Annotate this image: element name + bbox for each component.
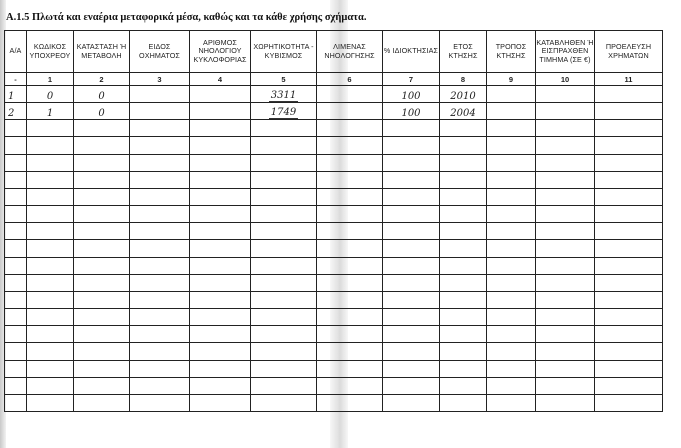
empty-table-row bbox=[5, 206, 663, 223]
cell-registry-number-redacted bbox=[190, 86, 251, 103]
cell-port bbox=[317, 86, 383, 103]
empty-cell bbox=[130, 120, 190, 137]
col-header-port: ΛΙΜΕΝΑΣ ΝΗΟΛΟΓΗΣΗΣ bbox=[317, 31, 383, 73]
empty-cell bbox=[440, 274, 487, 291]
empty-cell bbox=[536, 154, 595, 171]
empty-cell bbox=[487, 326, 536, 343]
empty-cell bbox=[536, 360, 595, 377]
empty-cell bbox=[251, 394, 317, 411]
cell-year: 2010 bbox=[440, 86, 487, 103]
empty-table-row bbox=[5, 394, 663, 411]
empty-cell bbox=[5, 188, 27, 205]
empty-cell bbox=[383, 223, 440, 240]
empty-cell bbox=[317, 240, 383, 257]
empty-cell bbox=[317, 360, 383, 377]
empty-cell bbox=[536, 394, 595, 411]
empty-cell bbox=[5, 274, 27, 291]
empty-table-row bbox=[5, 188, 663, 205]
empty-cell bbox=[27, 394, 74, 411]
empty-cell bbox=[5, 120, 27, 137]
empty-cell bbox=[487, 309, 536, 326]
empty-cell bbox=[383, 274, 440, 291]
empty-cell bbox=[27, 377, 74, 394]
empty-cell bbox=[27, 360, 74, 377]
empty-cell bbox=[251, 360, 317, 377]
cell-money-origin bbox=[595, 86, 663, 103]
empty-cell bbox=[383, 309, 440, 326]
empty-cell bbox=[595, 377, 663, 394]
empty-cell bbox=[5, 257, 27, 274]
table-row bbox=[5, 103, 663, 120]
empty-cell bbox=[440, 120, 487, 137]
empty-cell bbox=[190, 274, 251, 291]
empty-cell bbox=[383, 171, 440, 188]
empty-table-row bbox=[5, 223, 663, 240]
col-header-registry-number: ΑΡΙΘΜΟΣ ΝΗΟΛΟΓΙΟΥ ΚΥΚΛΟΦΟΡΙΑΣ bbox=[190, 31, 251, 73]
empty-cell bbox=[5, 343, 27, 360]
empty-cell bbox=[251, 223, 317, 240]
empty-cell bbox=[190, 360, 251, 377]
empty-table-row bbox=[5, 326, 663, 343]
empty-cell bbox=[595, 206, 663, 223]
empty-cell bbox=[5, 394, 27, 411]
empty-cell bbox=[130, 291, 190, 308]
empty-cell bbox=[251, 257, 317, 274]
empty-cell bbox=[383, 326, 440, 343]
empty-cell bbox=[190, 154, 251, 171]
empty-cell bbox=[383, 360, 440, 377]
empty-cell bbox=[595, 171, 663, 188]
empty-cell bbox=[383, 343, 440, 360]
empty-cell bbox=[317, 394, 383, 411]
empty-cell bbox=[74, 274, 130, 291]
empty-cell bbox=[595, 223, 663, 240]
cell-status: 0 bbox=[74, 103, 130, 120]
empty-cell bbox=[536, 120, 595, 137]
cell-price bbox=[536, 103, 595, 120]
col-number: 7 bbox=[383, 73, 440, 86]
col-number: 10 bbox=[536, 73, 595, 86]
empty-cell bbox=[440, 223, 487, 240]
table-row bbox=[5, 86, 663, 103]
col-header-price: ΚΑΤΑΒΛΗΘΕΝ Ή ΕΙΣΠΡΑΧΘΕΝ ΤΙΜΗΜΑ (ΣΕ €) bbox=[536, 31, 595, 73]
empty-cell bbox=[74, 309, 130, 326]
empty-cell bbox=[130, 188, 190, 205]
empty-cell bbox=[440, 206, 487, 223]
empty-cell bbox=[595, 326, 663, 343]
empty-cell bbox=[130, 223, 190, 240]
empty-cell bbox=[130, 326, 190, 343]
empty-cell bbox=[595, 394, 663, 411]
col-number: 11 bbox=[595, 73, 663, 86]
empty-cell bbox=[317, 120, 383, 137]
empty-cell bbox=[74, 343, 130, 360]
empty-cell bbox=[27, 120, 74, 137]
empty-cell bbox=[317, 291, 383, 308]
col-header-year: ΕΤΟΣ ΚΤΗΣΗΣ bbox=[440, 31, 487, 73]
empty-cell bbox=[74, 154, 130, 171]
vehicles-table bbox=[4, 30, 663, 412]
empty-cell bbox=[440, 257, 487, 274]
empty-cell bbox=[5, 291, 27, 308]
empty-cell bbox=[74, 206, 130, 223]
empty-cell bbox=[190, 394, 251, 411]
col-number: 3 bbox=[130, 73, 190, 86]
col-header-capacity: ΧΩΡΗΤΙΚΟΤΗΤΑ - ΚΥΒΙΣΜΟΣ bbox=[251, 31, 317, 73]
empty-cell bbox=[5, 240, 27, 257]
empty-cell bbox=[5, 206, 27, 223]
empty-cell bbox=[251, 291, 317, 308]
empty-table-row bbox=[5, 343, 663, 360]
empty-cell bbox=[130, 206, 190, 223]
empty-cell bbox=[251, 171, 317, 188]
empty-cell bbox=[190, 206, 251, 223]
empty-cell bbox=[383, 377, 440, 394]
empty-cell bbox=[595, 120, 663, 137]
cell-code: 0 bbox=[27, 86, 74, 103]
empty-cell bbox=[440, 377, 487, 394]
empty-cell bbox=[487, 223, 536, 240]
empty-cell bbox=[251, 343, 317, 360]
col-header-status: ΚΑΤΑΣΤΑΣΗ Ή ΜΕΤΑΒΟΛΗ bbox=[74, 31, 130, 73]
empty-cell bbox=[74, 137, 130, 154]
empty-cell bbox=[27, 188, 74, 205]
empty-cell bbox=[383, 120, 440, 137]
empty-cell bbox=[536, 257, 595, 274]
empty-cell bbox=[27, 171, 74, 188]
col-header-money-origin: ΠΡΟΕΛΕΥΣΗ ΧΡΗΜΑΤΩΝ bbox=[595, 31, 663, 73]
empty-cell bbox=[487, 274, 536, 291]
empty-cell bbox=[317, 223, 383, 240]
empty-cell bbox=[74, 223, 130, 240]
empty-cell bbox=[130, 257, 190, 274]
empty-cell bbox=[487, 171, 536, 188]
empty-cell bbox=[536, 291, 595, 308]
empty-cell bbox=[536, 240, 595, 257]
empty-cell bbox=[487, 137, 536, 154]
empty-cell bbox=[536, 309, 595, 326]
empty-cell bbox=[251, 154, 317, 171]
empty-cell bbox=[317, 343, 383, 360]
empty-cell bbox=[595, 137, 663, 154]
col-number: 4 bbox=[190, 73, 251, 86]
empty-cell bbox=[74, 171, 130, 188]
empty-cell bbox=[130, 240, 190, 257]
cell-registry-number-redacted bbox=[190, 103, 251, 120]
empty-cell bbox=[190, 291, 251, 308]
empty-cell bbox=[74, 188, 130, 205]
empty-cell bbox=[440, 394, 487, 411]
empty-cell bbox=[317, 377, 383, 394]
empty-cell bbox=[251, 274, 317, 291]
empty-cell bbox=[487, 240, 536, 257]
empty-cell bbox=[5, 154, 27, 171]
cell-aa: 2 bbox=[5, 103, 27, 120]
empty-cell bbox=[536, 188, 595, 205]
empty-cell bbox=[595, 188, 663, 205]
col-number: 6 bbox=[317, 73, 383, 86]
empty-cell bbox=[190, 171, 251, 188]
cell-year: 2004 bbox=[440, 103, 487, 120]
empty-cell bbox=[317, 188, 383, 205]
empty-table-row bbox=[5, 154, 663, 171]
empty-cell bbox=[251, 326, 317, 343]
empty-cell bbox=[74, 377, 130, 394]
empty-cell bbox=[190, 223, 251, 240]
empty-cell bbox=[251, 120, 317, 137]
empty-cell bbox=[487, 291, 536, 308]
cell-ownership: 100 bbox=[383, 86, 440, 103]
header-row bbox=[5, 31, 663, 73]
empty-cell bbox=[383, 188, 440, 205]
col-number: 5 bbox=[251, 73, 317, 86]
empty-cell bbox=[74, 394, 130, 411]
empty-cell bbox=[440, 137, 487, 154]
empty-cell bbox=[383, 240, 440, 257]
cell-status: 0 bbox=[74, 86, 130, 103]
col-header-ownership: % ΙΔΙΟΚΤΗΣΙΑΣ bbox=[383, 31, 440, 73]
column-number-row bbox=[5, 73, 663, 86]
empty-cell bbox=[487, 257, 536, 274]
empty-cell bbox=[5, 360, 27, 377]
empty-cell bbox=[440, 326, 487, 343]
empty-cell bbox=[383, 137, 440, 154]
empty-cell bbox=[317, 257, 383, 274]
empty-cell bbox=[383, 291, 440, 308]
empty-cell bbox=[383, 257, 440, 274]
empty-cell bbox=[487, 343, 536, 360]
empty-cell bbox=[251, 188, 317, 205]
col-header-acquisition-method: ΤΡΟΠΟΣ ΚΤΗΣΗΣ bbox=[487, 31, 536, 73]
empty-cell bbox=[440, 154, 487, 171]
empty-cell bbox=[251, 240, 317, 257]
empty-cell bbox=[536, 343, 595, 360]
empty-cell bbox=[440, 188, 487, 205]
cell-acquisition-method bbox=[487, 86, 536, 103]
empty-cell bbox=[383, 154, 440, 171]
cell-capacity bbox=[251, 86, 317, 103]
section-title: A.1.5 Πλωτά και εναέρια μεταφορικά μέσα, καθώς και τα κάθε χρήσης σχήματα. bbox=[6, 12, 367, 23]
empty-cell bbox=[440, 309, 487, 326]
empty-cell bbox=[190, 120, 251, 137]
empty-cell bbox=[317, 206, 383, 223]
empty-cell bbox=[317, 309, 383, 326]
empty-cell bbox=[190, 240, 251, 257]
empty-cell bbox=[130, 154, 190, 171]
empty-cell bbox=[74, 120, 130, 137]
empty-cell bbox=[190, 257, 251, 274]
empty-cell bbox=[595, 257, 663, 274]
empty-cell bbox=[130, 309, 190, 326]
empty-table-row bbox=[5, 240, 663, 257]
empty-cell bbox=[440, 240, 487, 257]
empty-cell bbox=[595, 343, 663, 360]
empty-cell bbox=[536, 171, 595, 188]
empty-cell bbox=[5, 137, 27, 154]
cell-ownership: 100 bbox=[383, 103, 440, 120]
cell-capacity bbox=[251, 103, 317, 120]
empty-cell bbox=[536, 137, 595, 154]
empty-cell bbox=[27, 240, 74, 257]
empty-cell bbox=[595, 291, 663, 308]
capacity-value: 3311 bbox=[270, 90, 297, 102]
empty-table-row bbox=[5, 137, 663, 154]
empty-cell bbox=[27, 223, 74, 240]
empty-table-row bbox=[5, 360, 663, 377]
cell-price bbox=[536, 86, 595, 103]
empty-cell bbox=[27, 154, 74, 171]
empty-cell bbox=[487, 120, 536, 137]
empty-cell bbox=[251, 377, 317, 394]
empty-cell bbox=[130, 360, 190, 377]
cell-money-origin bbox=[595, 103, 663, 120]
empty-cell bbox=[27, 291, 74, 308]
empty-cell bbox=[440, 343, 487, 360]
empty-cell bbox=[251, 309, 317, 326]
empty-cell bbox=[130, 274, 190, 291]
empty-cell bbox=[440, 291, 487, 308]
empty-cell bbox=[487, 188, 536, 205]
empty-cell bbox=[595, 360, 663, 377]
empty-cell bbox=[74, 257, 130, 274]
empty-table-row bbox=[5, 377, 663, 394]
cell-vehicle-type-redacted bbox=[130, 103, 190, 120]
empty-cell bbox=[74, 360, 130, 377]
col-number: 1 bbox=[27, 73, 74, 86]
empty-cell bbox=[74, 240, 130, 257]
empty-cell bbox=[190, 309, 251, 326]
empty-table-row bbox=[5, 274, 663, 291]
empty-cell bbox=[130, 377, 190, 394]
empty-cell bbox=[130, 171, 190, 188]
empty-cell bbox=[27, 206, 74, 223]
empty-cell bbox=[251, 206, 317, 223]
empty-cell bbox=[130, 343, 190, 360]
empty-table-row bbox=[5, 291, 663, 308]
empty-cell bbox=[383, 206, 440, 223]
empty-cell bbox=[536, 377, 595, 394]
empty-cell bbox=[27, 137, 74, 154]
cell-acquisition-method bbox=[487, 103, 536, 120]
empty-cell bbox=[74, 291, 130, 308]
empty-cell bbox=[536, 326, 595, 343]
empty-cell bbox=[317, 274, 383, 291]
empty-cell bbox=[27, 274, 74, 291]
empty-cell bbox=[317, 171, 383, 188]
empty-table-row bbox=[5, 309, 663, 326]
empty-cell bbox=[5, 171, 27, 188]
empty-cell bbox=[130, 394, 190, 411]
empty-table-row bbox=[5, 171, 663, 188]
empty-table-row bbox=[5, 120, 663, 137]
empty-cell bbox=[595, 274, 663, 291]
empty-cell bbox=[317, 326, 383, 343]
cell-vehicle-type-redacted bbox=[130, 86, 190, 103]
empty-cell bbox=[5, 326, 27, 343]
empty-cell bbox=[190, 377, 251, 394]
empty-cell bbox=[130, 137, 190, 154]
empty-cell bbox=[317, 137, 383, 154]
empty-cell bbox=[5, 309, 27, 326]
empty-cell bbox=[487, 394, 536, 411]
empty-cell bbox=[440, 360, 487, 377]
col-number: 2 bbox=[74, 73, 130, 86]
empty-cell bbox=[595, 154, 663, 171]
cell-port bbox=[317, 103, 383, 120]
empty-cell bbox=[536, 274, 595, 291]
empty-cell bbox=[487, 206, 536, 223]
empty-cell bbox=[27, 309, 74, 326]
empty-table-row bbox=[5, 257, 663, 274]
empty-cell bbox=[595, 240, 663, 257]
empty-cell bbox=[487, 377, 536, 394]
empty-cell bbox=[190, 343, 251, 360]
empty-cell bbox=[595, 309, 663, 326]
cell-aa: 1 bbox=[5, 86, 27, 103]
empty-cell bbox=[190, 326, 251, 343]
cell-code: 1 bbox=[27, 103, 74, 120]
empty-cell bbox=[317, 154, 383, 171]
col-header-vehicle-type: ΕΙΔΟΣ ΟΧΗΜΑΤΟΣ bbox=[130, 31, 190, 73]
col-number: - bbox=[5, 73, 27, 86]
col-number: 8 bbox=[440, 73, 487, 86]
col-header-code: ΚΩΔΙΚΟΣ ΥΠΟΧΡΕΟΥ bbox=[27, 31, 74, 73]
empty-cell bbox=[536, 223, 595, 240]
capacity-value: 1749 bbox=[270, 107, 297, 119]
empty-cell bbox=[27, 326, 74, 343]
col-header-aa: Α/Α bbox=[5, 31, 27, 73]
empty-cell bbox=[383, 394, 440, 411]
empty-cell bbox=[487, 360, 536, 377]
empty-cell bbox=[487, 154, 536, 171]
empty-cell bbox=[27, 257, 74, 274]
empty-cell bbox=[5, 377, 27, 394]
empty-cell bbox=[536, 206, 595, 223]
empty-cell bbox=[190, 188, 251, 205]
empty-cell bbox=[5, 223, 27, 240]
empty-cell bbox=[251, 137, 317, 154]
empty-cell bbox=[27, 343, 74, 360]
empty-cell bbox=[440, 171, 487, 188]
empty-cell bbox=[190, 137, 251, 154]
empty-cell bbox=[74, 326, 130, 343]
col-number: 9 bbox=[487, 73, 536, 86]
